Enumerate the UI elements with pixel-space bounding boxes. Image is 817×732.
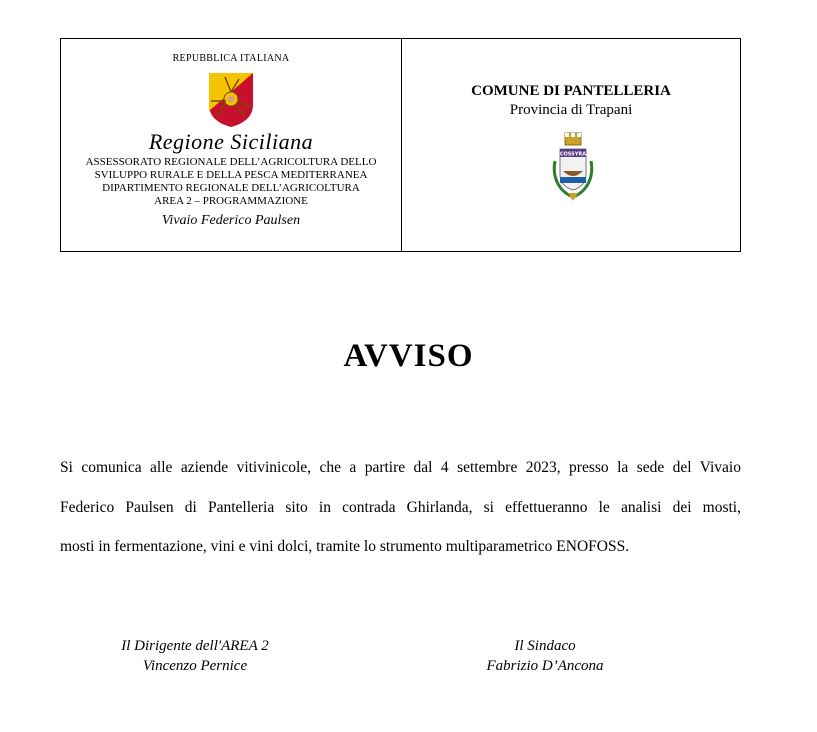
department-line-2: SVILUPPO RURALE E DELLA PESCA MEDITERRANEA bbox=[94, 169, 368, 181]
signature-role: Il Sindaco bbox=[514, 638, 576, 654]
signature-name: Vincenzo Pernice bbox=[142, 658, 248, 674]
notice-title: AVVISO bbox=[343, 338, 474, 374]
body-line-3: mosti in fermentazione, vini e vini dolci, tramite lo strumento multiparametrico ENOFOSS. bbox=[60, 538, 630, 555]
nursery-name: Vivaio Federico Paulsen bbox=[161, 213, 301, 228]
signature-dirigente bbox=[95, 636, 295, 676]
signature-role: Il Dirigente dell'AREA 2 bbox=[121, 638, 269, 654]
letterhead-box bbox=[60, 38, 741, 252]
department-line-1: ASSESSORATO REGIONALE DELL’AGRICOLTURA DELLO bbox=[85, 156, 377, 168]
signature-sindaco bbox=[445, 636, 645, 676]
region-column bbox=[61, 39, 401, 251]
department-line-3: DIPARTIMENTO REGIONALE DELL’AGRICOLTURA bbox=[102, 182, 360, 194]
body-line-1: Si comunica alle aziende vitivinicole, che a partire dal 4 settembre 2023, presso la sede del Vivaio bbox=[60, 459, 741, 476]
municipality-column bbox=[402, 39, 740, 251]
department-line-4: AREA 2 – PROGRAMMAZIONE bbox=[154, 195, 308, 207]
trinacria-emblem-icon bbox=[205, 71, 257, 129]
signature-name: Fabrizio D’Ancona bbox=[486, 658, 604, 674]
body-line-2: Federico Paulsen di Pantelleria sito in contrada Ghirlanda, si effettueranno le analisi dei mosti, bbox=[60, 499, 741, 516]
municipal-crest-icon bbox=[550, 131, 596, 203]
region-name: Regione Siciliana bbox=[148, 129, 314, 154]
republic-label: REPUBBLICA ITALIANA bbox=[172, 53, 290, 64]
crest-motto: COSSYRA bbox=[559, 151, 587, 158]
province-name: Provincia di Trapani bbox=[509, 102, 633, 118]
municipality-name: COMUNE DI PANTELLERIA bbox=[471, 83, 671, 99]
